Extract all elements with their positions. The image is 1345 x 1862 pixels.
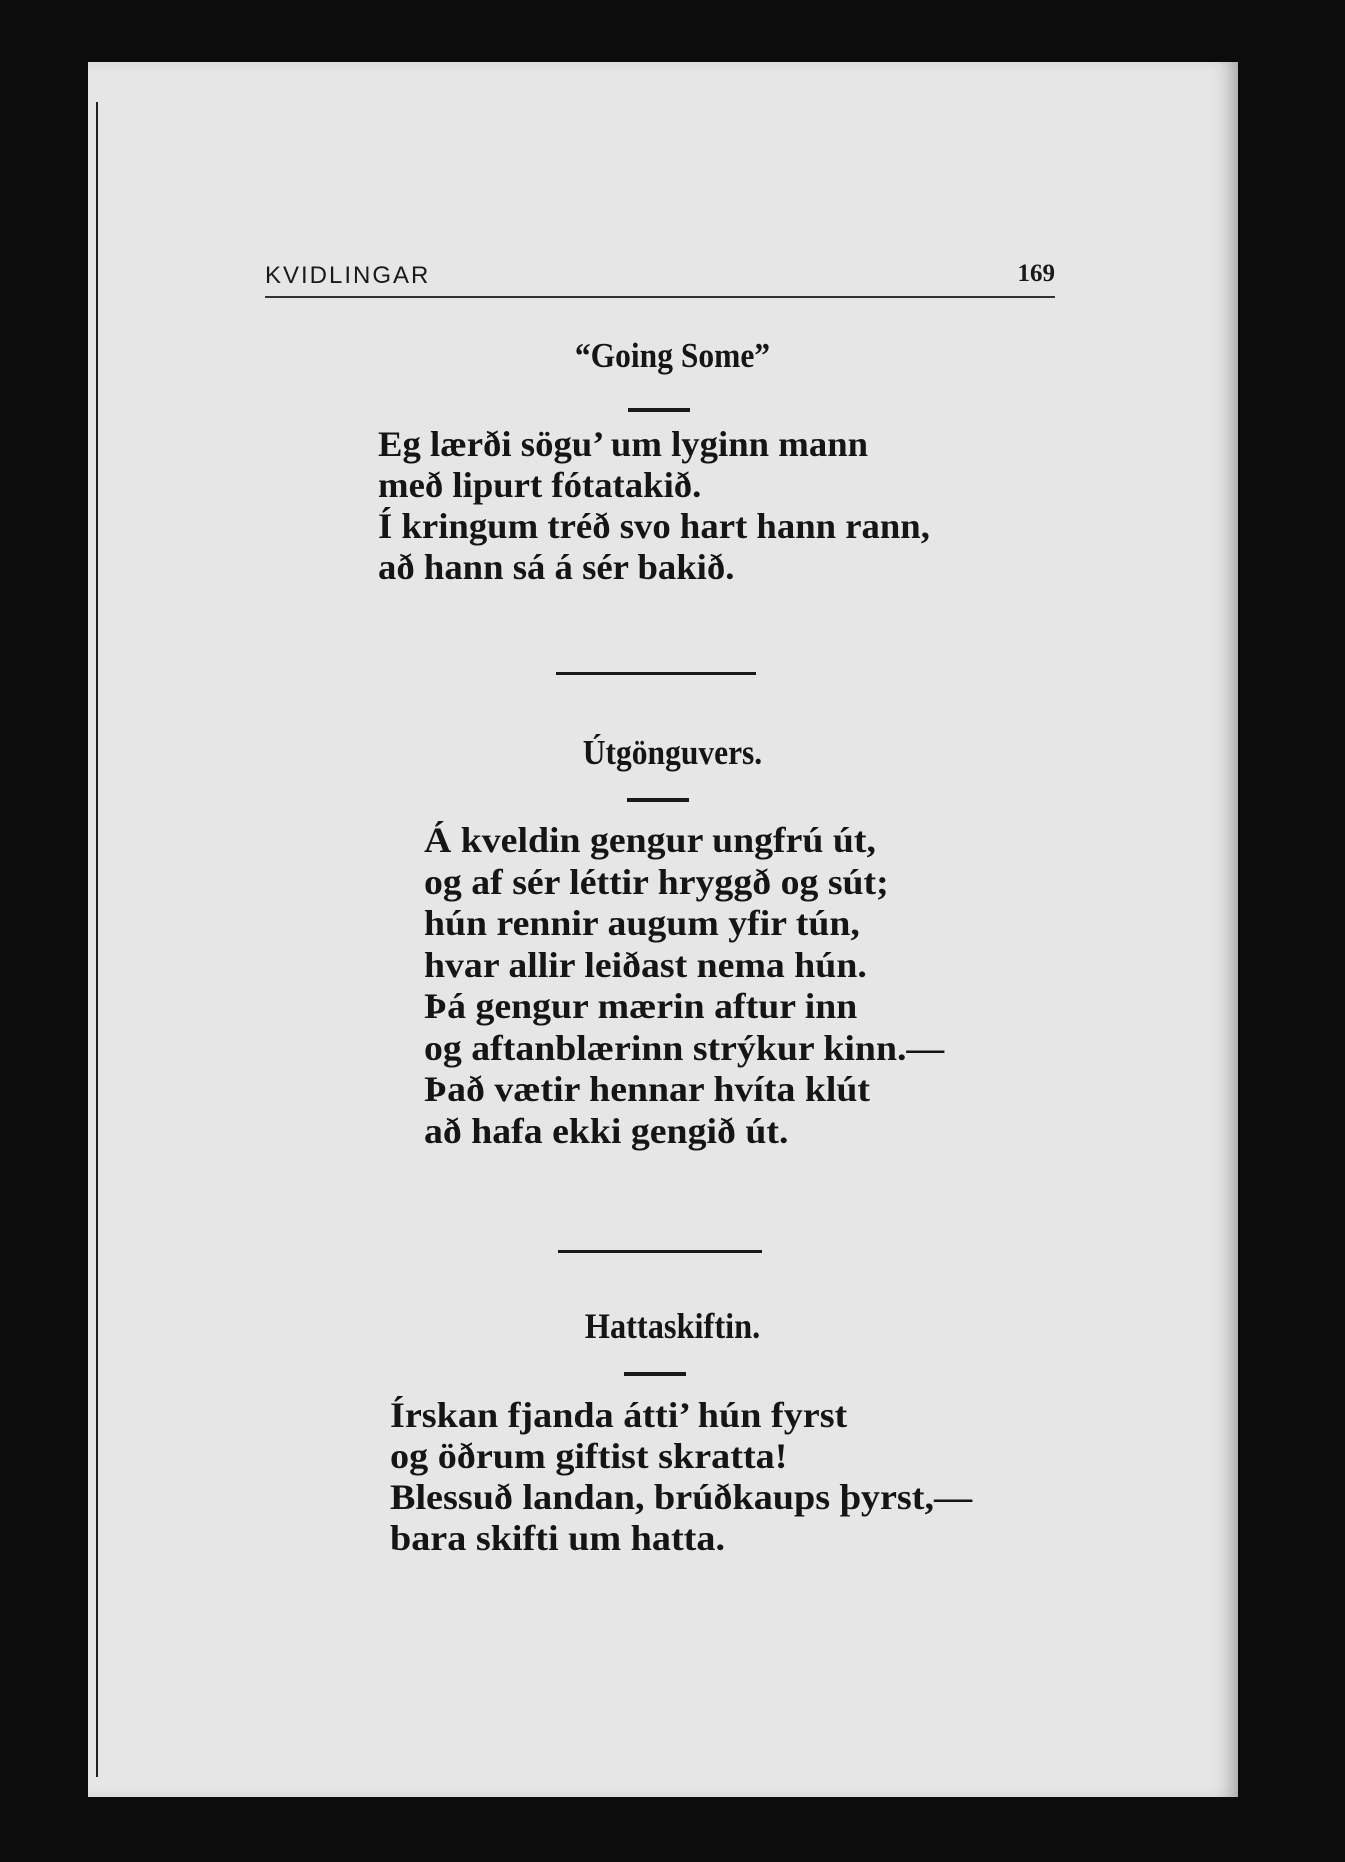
verse-line: hvar allir leiðast nema hún. bbox=[424, 944, 867, 985]
header-rule bbox=[265, 296, 1055, 298]
verse-line: Eg lærði sögu’ um lyginn mann bbox=[378, 424, 869, 464]
verse-line: hún rennir augum yfir tún, bbox=[424, 903, 860, 943]
verse-line: og af sér léttir hryggð og sút; bbox=[424, 861, 889, 902]
verse-line: Þá gengur mærin aftur inn bbox=[424, 986, 858, 1026]
poem-title-hattaskiftin: Hattaskiftin. bbox=[584, 1306, 761, 1346]
verse-line: bara skifti um hatta. bbox=[390, 1518, 725, 1558]
poem-utgonguvers bbox=[424, 820, 945, 1152]
verse-line: Á kveldin gengur ungfrú út, bbox=[424, 820, 876, 860]
title-rule bbox=[624, 1372, 686, 1376]
verse-line: með lipurt fótatakið. bbox=[378, 465, 702, 505]
poem-going-some bbox=[378, 424, 930, 588]
verse-line: Írskan fjanda átti’ hún fyrst bbox=[390, 1395, 848, 1435]
title-rule bbox=[627, 798, 689, 802]
verse-line: Í kringum tréð svo hart hann rann, bbox=[378, 506, 930, 546]
section-divider bbox=[556, 672, 756, 675]
verse-line: að hafa ekki gengið út. bbox=[424, 1110, 789, 1151]
poem-hattaskiftin bbox=[390, 1395, 973, 1559]
poem-title-utgonguvers: Útgönguvers. bbox=[582, 733, 763, 772]
verse-line: að hann sá á sér bakið. bbox=[378, 547, 735, 587]
section-divider bbox=[558, 1250, 762, 1253]
verse-line: og öðrum giftist skratta! bbox=[390, 1436, 788, 1476]
running-head bbox=[265, 262, 1055, 302]
page-number: 169 bbox=[1017, 260, 1055, 287]
poem-title-going-some: “Going Some” bbox=[574, 336, 771, 375]
verse-line: Það vætir hennar hvíta klút bbox=[424, 1069, 870, 1109]
title-rule bbox=[628, 408, 690, 412]
running-title: KVIDLINGAR bbox=[265, 262, 431, 289]
verse-line: og aftanblærinn strýkur kinn.— bbox=[424, 1027, 945, 1068]
verse-line: Blessuð landan, brúðkaups þyrst,— bbox=[390, 1477, 973, 1517]
